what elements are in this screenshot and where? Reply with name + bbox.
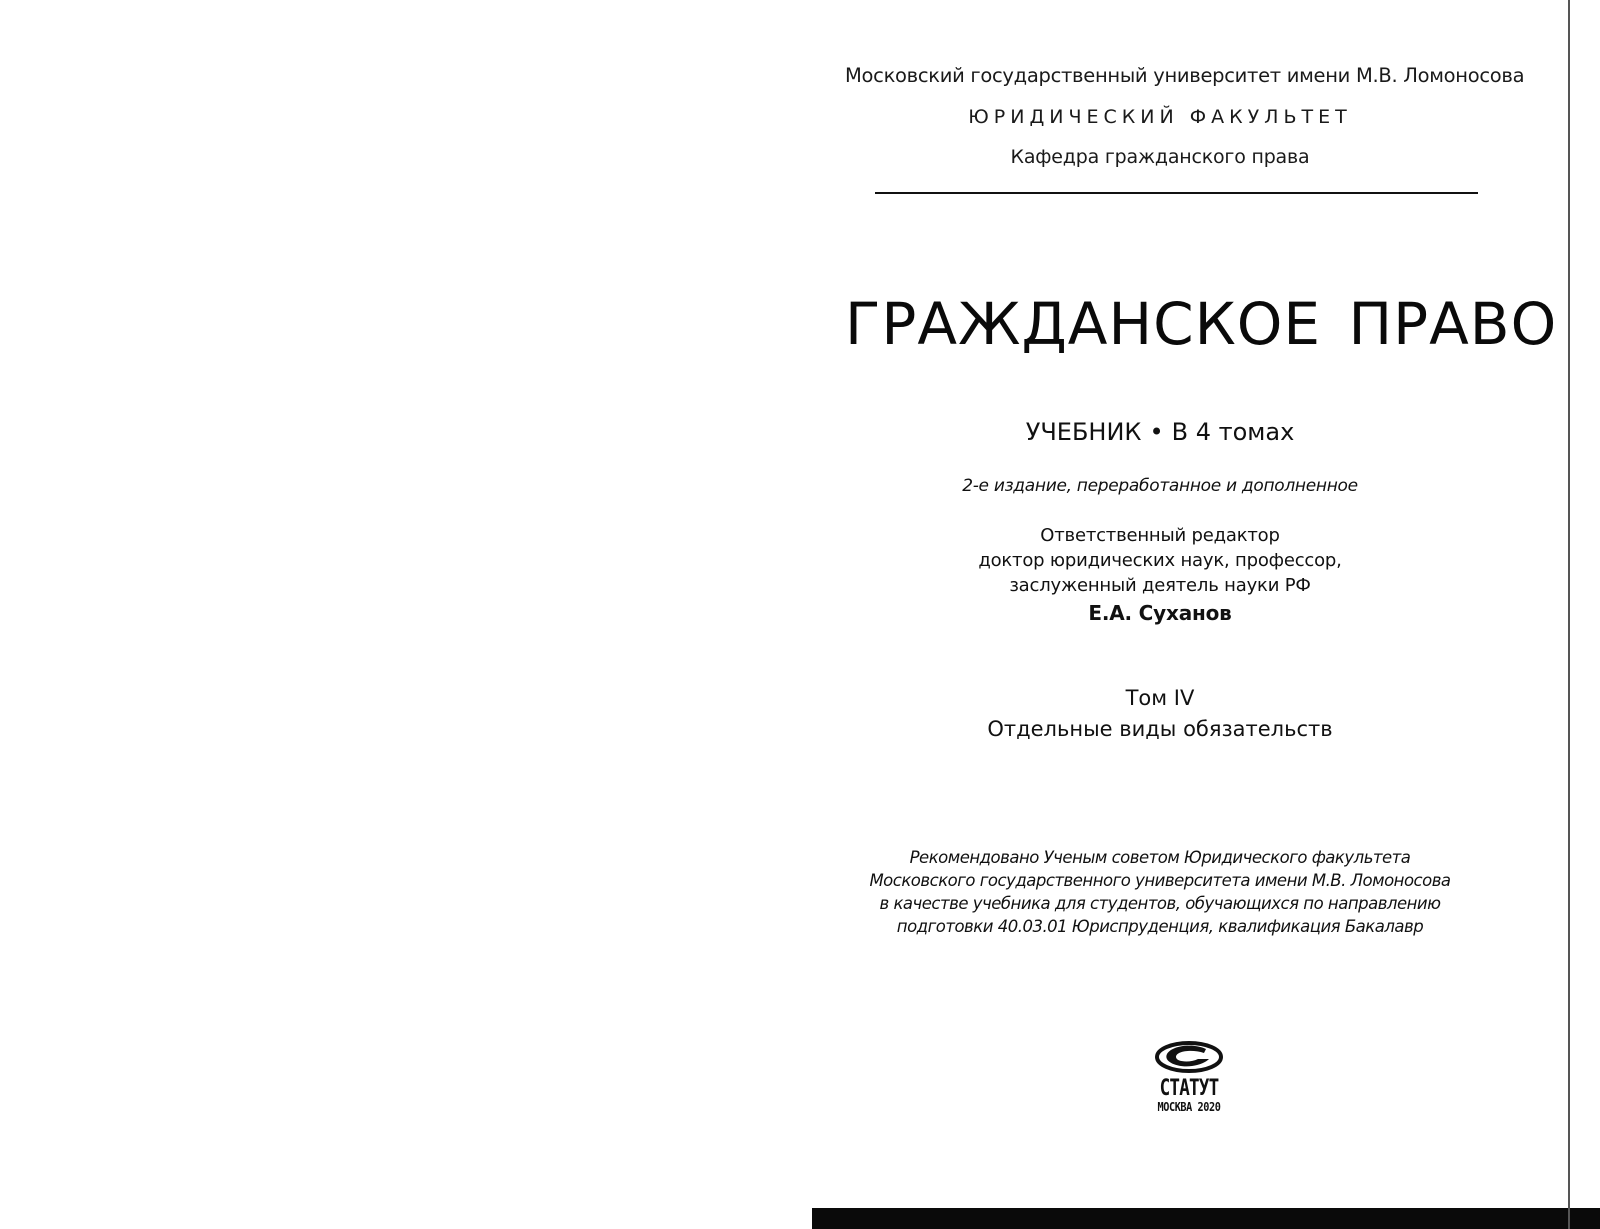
scan-right-edge [1568,0,1570,1229]
volume-block [845,683,1475,745]
editor-degree: доктор юридических наук, профессор, [978,550,1342,571]
subtitle-type: УЧЕБНИК [1025,418,1142,446]
book-subtitle [845,418,1475,446]
recommendation-note [845,846,1475,938]
recommendation-line: Московского государственного университета имени М.В. Ломоносова [869,871,1451,890]
editor-block [845,523,1475,628]
recommendation-line: в качестве учебника для студентов, обучающихся по направлению [879,894,1441,913]
statut-logo-icon [1144,1040,1234,1074]
editor-honor: заслуженный деятель науки РФ [1009,575,1311,596]
subtitle-volumes: В 4 томах [1171,418,1295,446]
editor-name: Е.А. Суханов [1088,601,1232,625]
editor-role: Ответственный редактор [1040,525,1280,546]
subtitle-separator: • [1149,418,1164,446]
scan-bottom-edge [812,1208,1600,1229]
header-divider [875,192,1478,194]
recommendation-line: подготовки 40.03.01 Юриспруденция, квалификация Бакалавр [896,917,1424,936]
faculty-name: ЮРИДИЧЕСКИЙ ФАКУЛЬТЕТ [968,106,1352,128]
book-title: ГРАЖДАНСКОЕ ПРАВО [845,290,1558,358]
department-name: Кафедра гражданского права [1010,146,1310,168]
publisher-city-year: МОСКВА 2020 [1157,1100,1221,1114]
volume-number: Том IV [1125,686,1195,710]
volume-name: Отдельные виды обязательств [987,717,1333,741]
university-name: Московский государственный университет имени М.В. Ломоносова [845,64,1525,87]
publisher-name: СТАТУТ [1159,1076,1219,1101]
publisher-logo [1144,1040,1234,1114]
edition-note: 2-е издание, переработанное и дополненное [962,476,1358,496]
recommendation-line: Рекомендовано Ученым советом Юридического факультета [909,848,1411,867]
